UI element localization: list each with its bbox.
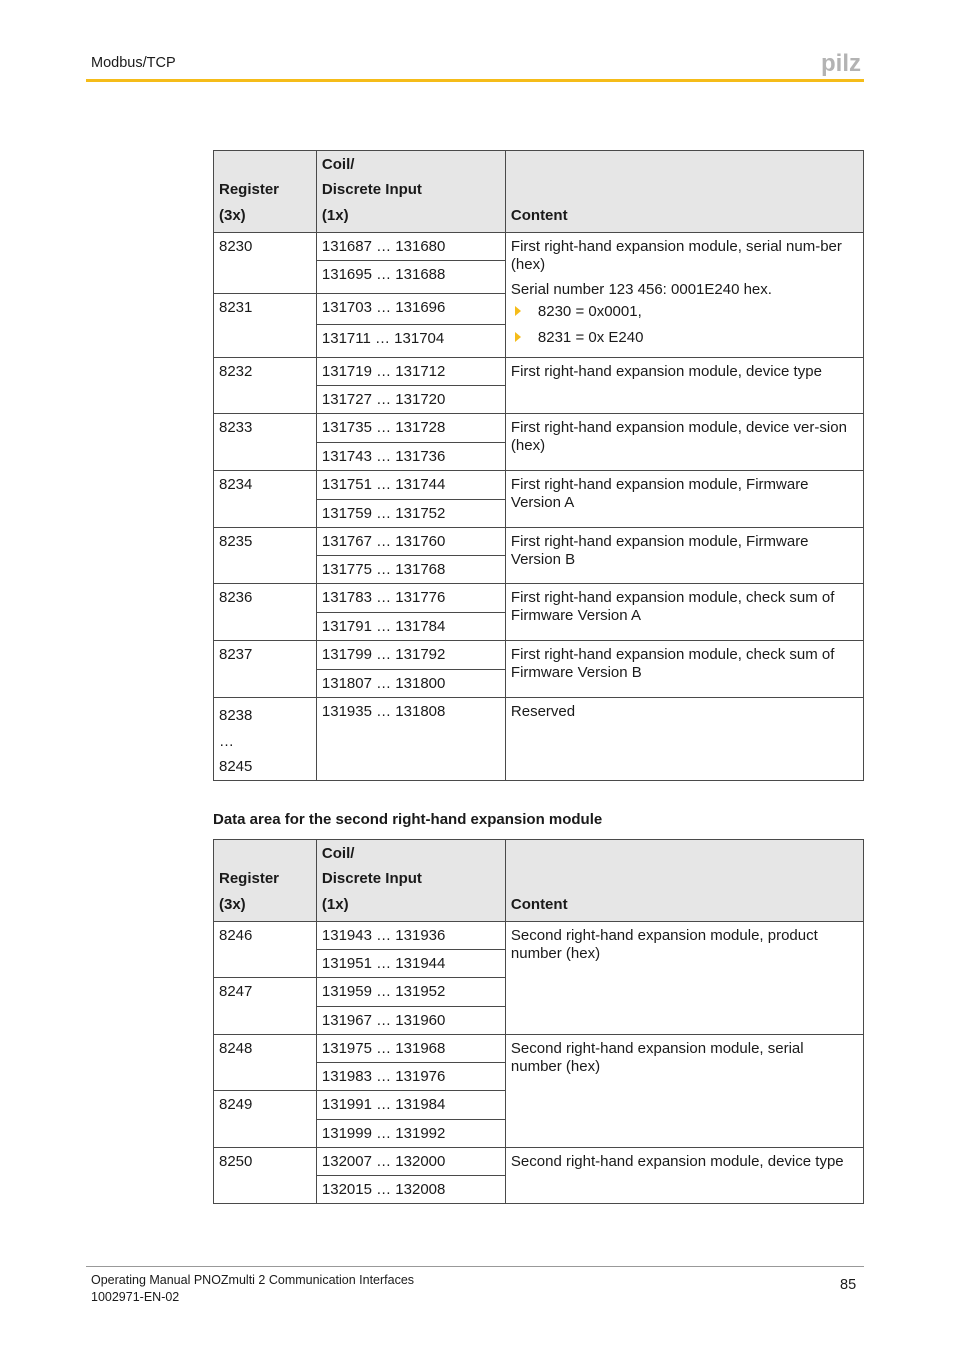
section-title: Data area for the second right-hand expansion module <box>213 811 603 828</box>
content-cell: First right-hand expansion module, check sum of Firmware Version A <box>505 584 863 641</box>
coil-cell: 131975 … 131968 <box>316 1035 505 1063</box>
register-cell: 8234 <box>214 471 317 528</box>
register-cell: 8231 <box>214 294 317 358</box>
coil-cell: 131791 … 131784 <box>316 613 505 641</box>
coil-cell: 131951 … 131944 <box>316 950 505 978</box>
header-coil: Coil/ Discrete Input (1x) <box>316 151 505 233</box>
coil-cell: 131687 … 131680 <box>316 233 505 261</box>
page-number: 85 <box>840 1277 857 1293</box>
register-cell: 8237 <box>214 641 317 698</box>
coil-cell: 131967 … 131960 <box>316 1007 505 1035</box>
coil-cell: 132015 … 132008 <box>316 1176 505 1204</box>
register-table-first-module <box>213 150 864 781</box>
register-cell: 8235 <box>214 528 317 584</box>
header-register: Register (3x) <box>214 151 317 233</box>
coil-cell: 131735 … 131728 <box>316 414 505 443</box>
coil-cell: 131743 … 131736 <box>316 443 505 471</box>
page-header-title: Modbus/TCP <box>91 55 176 71</box>
pilz-logo <box>820 50 864 76</box>
coil-cell: 131959 … 131952 <box>316 978 505 1007</box>
content-cell: Reserved <box>505 698 863 781</box>
content-cell: Second right-hand expansion module, device type <box>505 1148 863 1204</box>
coil-cell: 131711 … 131704 <box>316 325 505 358</box>
header-rule <box>86 79 864 82</box>
coil-cell: 132007 … 132000 <box>316 1148 505 1176</box>
register-cell: 8248 <box>214 1035 317 1091</box>
coil-cell: 131759 … 131752 <box>316 500 505 528</box>
register-cell: 8233 <box>214 414 317 471</box>
content-cell: First right-hand expansion module, device type <box>505 358 863 414</box>
coil-cell: 131775 … 131768 <box>316 556 505 584</box>
coil-cell: 131943 … 131936 <box>316 922 505 950</box>
register-cell: 8246 <box>214 922 317 978</box>
register-cell: 8230 <box>214 233 317 294</box>
coil-cell: 131727 … 131720 <box>316 386 505 414</box>
coil-cell: 131751 … 131744 <box>316 471 505 500</box>
coil-cell: 131767 … 131760 <box>316 528 505 556</box>
bullet-item: 8230 = 0x0001, <box>511 299 858 325</box>
content-cell-serial: First right-hand expansion module, serial num-ber (hex) Serial number 123 456: 0001E240 hex. 8230 = 0x0001, 8231 = 0x E240 <box>505 233 863 358</box>
footer-manual-title: Operating Manual PNOZmulti 2 Communication Interfaces <box>91 1273 415 1287</box>
coil-cell: 131695 … 131688 <box>316 261 505 294</box>
coil-cell: 131807 … 131800 <box>316 670 505 698</box>
coil-cell: 131799 … 131792 <box>316 641 505 670</box>
register-cell-range: 8238 … 8245 <box>214 698 317 781</box>
register-cell: 8236 <box>214 584 317 641</box>
register-cell: 8249 <box>214 1091 317 1148</box>
coil-cell: 131983 … 131976 <box>316 1063 505 1091</box>
content-cell: First right-hand expansion module, Firmware Version B <box>505 528 863 584</box>
svg-text:pilz: pilz <box>821 50 861 76</box>
content-cell: First right-hand expansion module, check sum of Firmware Version B <box>505 641 863 698</box>
footer-rule <box>86 1266 864 1267</box>
header-content: Content <box>505 151 863 233</box>
register-cell: 8232 <box>214 358 317 414</box>
coil-cell: 131935 … 131808 <box>316 698 505 781</box>
footer-doc-number: 1002971-EN-02 <box>91 1290 180 1304</box>
register-table-second-module <box>213 839 864 1204</box>
header-coil: Coil/ Discrete Input (1x) <box>316 840 505 922</box>
coil-cell: 131991 … 131984 <box>316 1091 505 1120</box>
coil-cell: 131999 … 131992 <box>316 1120 505 1148</box>
content-cell: First right-hand expansion module, device ver-sion (hex) <box>505 414 863 471</box>
register-cell: 8250 <box>214 1148 317 1204</box>
coil-cell: 131703 … 131696 <box>316 294 505 325</box>
content-cell: Second right-hand expansion module, serial number (hex) <box>505 1035 863 1148</box>
bullet-item: 8231 = 0x E240 <box>511 325 858 351</box>
coil-cell: 131783 … 131776 <box>316 584 505 613</box>
header-content: Content <box>505 840 863 922</box>
header-register: Register (3x) <box>214 840 317 922</box>
content-cell: First right-hand expansion module, Firmware Version A <box>505 471 863 528</box>
register-cell: 8247 <box>214 978 317 1035</box>
content-cell: Second right-hand expansion module, product number (hex) <box>505 922 863 1035</box>
coil-cell: 131719 … 131712 <box>316 358 505 386</box>
